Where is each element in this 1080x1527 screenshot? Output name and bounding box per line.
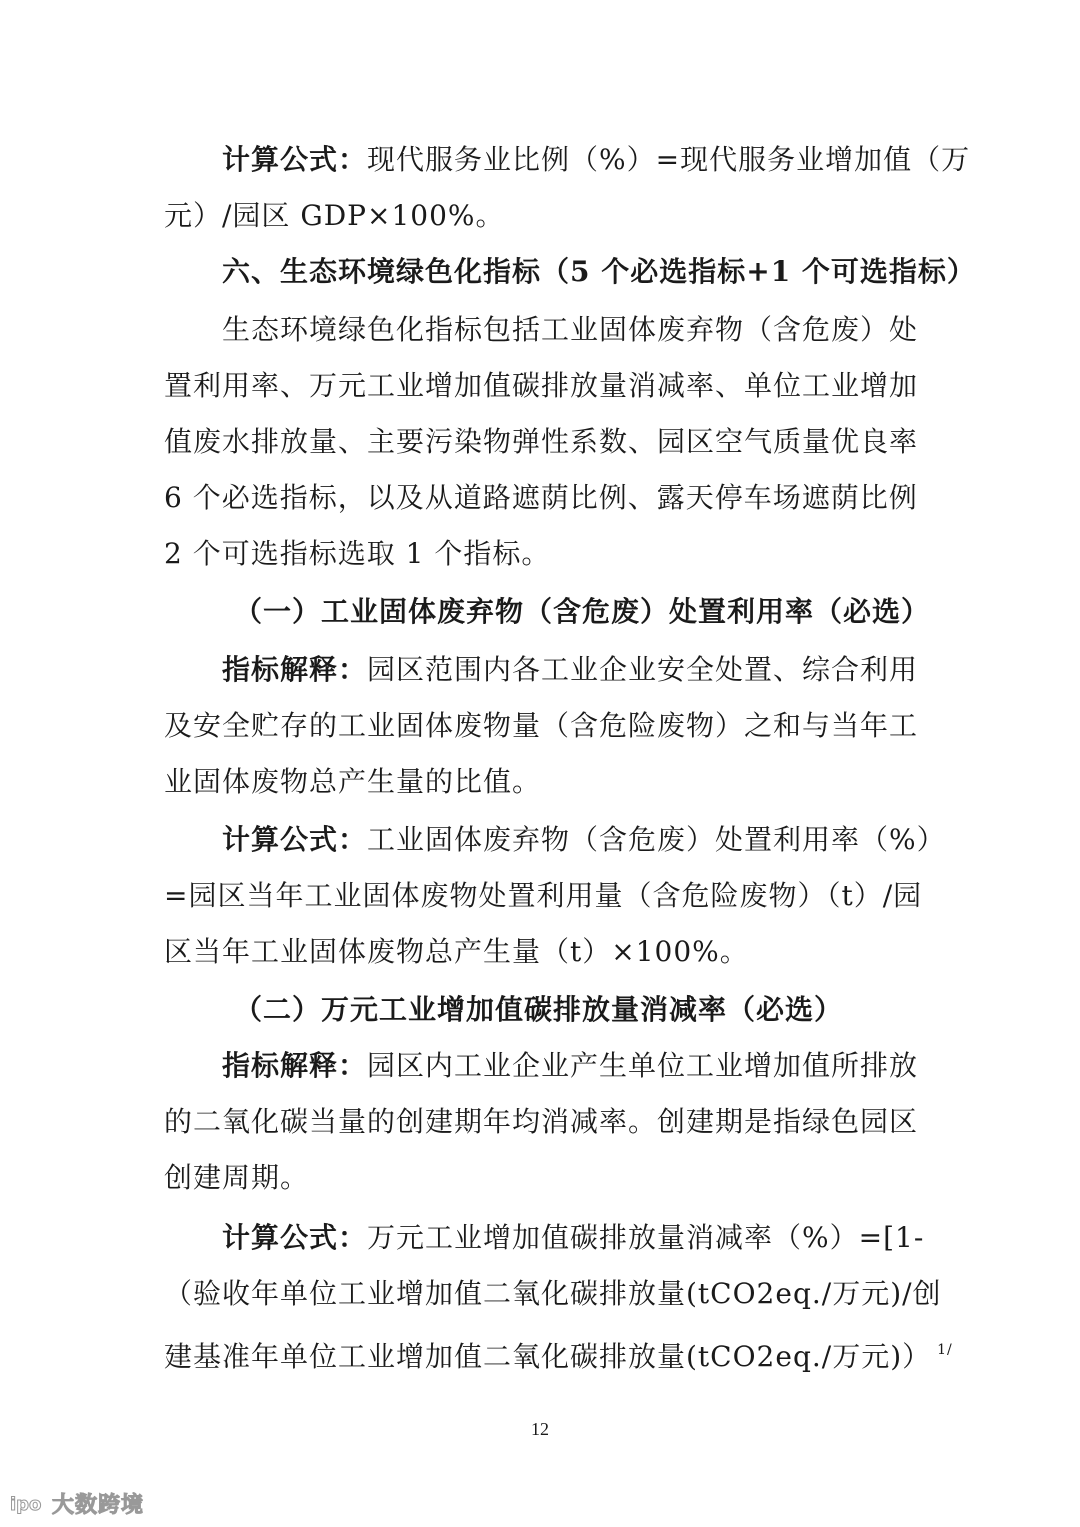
formula-text: 现代服务业比例（%）=现代服务业增加值（万 — [367, 143, 971, 176]
formula-line — [222, 142, 971, 178]
paragraph-line: =园区当年工业固体废物处置利用量（含危险废物）（t）/园 — [164, 879, 923, 912]
formula-line — [222, 822, 946, 858]
paragraph-text: 建基准年单位工业增加值二氧化碳排放量(tCO2eq./万元)） — [164, 1340, 932, 1373]
paragraph-line: 生态环境绿色化指标包括工业固体废弃物（含危废）处 — [222, 313, 919, 346]
section-heading: 六、生态环境绿色化指标（5 个必选指标+1 个可选指标） — [222, 255, 976, 288]
paragraph-line — [164, 1332, 953, 1373]
paragraph-line: 6 个必选指标，以及从道路遮荫比例、露天停车场遮荫比例 — [164, 481, 918, 514]
paragraph-line: （验收年单位工业增加值二氧化碳排放量(tCO2eq./万元)/创 — [164, 1277, 942, 1310]
explanation-text: 园区范围内各工业企业安全处置、综合利用 — [367, 653, 919, 686]
paragraph-line: 的二氧化碳当量的创建期年均消减率。创建期是指绿色园区 — [164, 1105, 919, 1138]
superscript-note: 1/ — [937, 1342, 953, 1358]
paragraph-line: 创建周期。 — [164, 1161, 310, 1194]
formula-label: 计算公式： — [222, 143, 368, 176]
paragraph-line: 业固体废物总产生量的比值。 — [164, 765, 542, 798]
explanation-label: 指标解释： — [222, 653, 368, 686]
paragraph-line: 值废水排放量、主要污染物弹性系数、园区空气质量优良率 — [164, 425, 919, 458]
svg-text:ipo: ipo — [10, 1494, 42, 1515]
paragraph-line: 区当年工业固体废物总产生量（t）×100%。 — [164, 935, 749, 968]
formula-label: 计算公式： — [222, 823, 368, 856]
explanation-text: 园区内工业企业产生单位工业增加值所排放 — [367, 1049, 919, 1082]
formula-label: 计算公式： — [222, 1221, 368, 1254]
paragraph-line: 2 个可选指标选取 1 个指标。 — [164, 537, 551, 570]
explanation-line — [222, 1048, 919, 1084]
explanation-label: 指标解释： — [222, 1049, 368, 1082]
formula-text: 工业固体废弃物（含危废）处置利用率（%） — [367, 823, 946, 856]
watermark-text: 大数跨境 — [52, 1492, 145, 1518]
subsection-heading: （二）万元工业增加值碳排放量消减率（必选） — [234, 993, 844, 1026]
subsection-heading: （一）工业固体废弃物（含危废）处置利用率（必选） — [234, 595, 931, 628]
watermark — [8, 1485, 144, 1521]
formula-line-cont: 元）/园区 GDP×100%。 — [164, 199, 505, 232]
ipo-logo-icon — [8, 1489, 48, 1517]
paragraph-line: 及安全贮存的工业固体废物量（含危险废物）之和与当年工 — [164, 709, 919, 742]
page-number: 12 — [531, 1419, 549, 1439]
explanation-line — [222, 652, 919, 688]
paragraph-line: 置利用率、万元工业增加值碳排放量消减率、单位工业增加 — [164, 369, 919, 402]
formula-text: 万元工业增加值碳排放量消减率（%）=[1- — [367, 1221, 925, 1254]
formula-line — [222, 1220, 925, 1256]
